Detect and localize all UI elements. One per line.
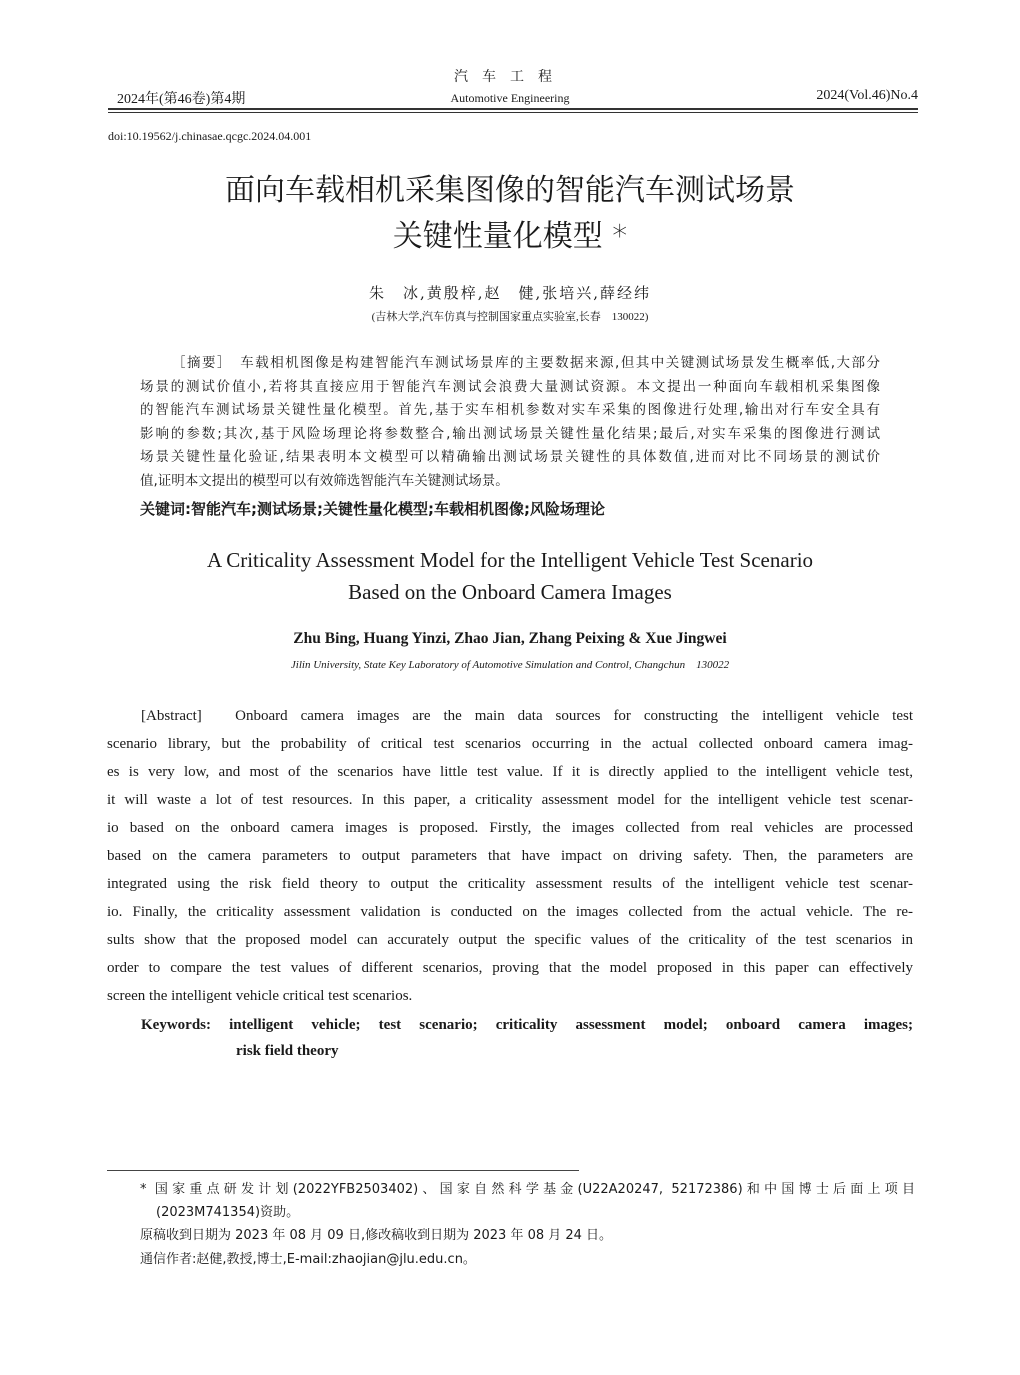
abstract-en-line: screen the intelligent vehicle critical test scenarios. xyxy=(107,988,413,1004)
issue-cn: 2024年(第46卷)第4期 xyxy=(117,92,246,107)
affiliation-cn: (吉林大学,汽车仿真与控制国家重点实验室,长春 130022) xyxy=(371,311,649,323)
abstract-en-line: it will waste a lot of test resources. In this paper, a criticality assessment model for the intelligent vehicle test scenar- xyxy=(107,792,913,808)
abstract-en-line: [Abstract] Onboard camera images are the main data sources for constructing the intelligent vehicle test xyxy=(141,708,913,724)
abstract-en-line: integrated using the risk field theory to output the criticality assessment results of the intelligent vehicle test scenar- xyxy=(107,876,913,892)
title-cn-line: 面向车载相机采集图像的智能汽车测试场景 xyxy=(225,173,795,208)
abstract-cn xyxy=(140,352,880,493)
keywords-en-line: risk field theory xyxy=(236,1043,339,1059)
abstract-cn-line: 场景关键性量化验证,结果表明本文模型可以精确输出测试场景关键性的具体数值,进而对比不同场景的测试价 xyxy=(140,449,880,465)
footnote-funding-line: * 国家重点研发计划(2022YFB2503402)、国家自然科学基金(U22A20247, 52172386)和中国博士后面上项目 xyxy=(140,1182,915,1197)
abstract-en-line: order to compare the test values of different scenarios, proving that the model proposed in this paper can effectively xyxy=(107,960,913,976)
abstract-cn-line: 的智能汽车测试场景关键性量化模型。首先,基于实车相机参数对实车采集的图像进行处理,输出对行车安全具有 xyxy=(140,402,880,418)
title-cn-line: 关键性量化模型 * xyxy=(392,219,628,254)
keywords-cn: 关键词:智能汽车;测试场景;关键性量化模型;车载相机图像;风险场理论 xyxy=(140,500,605,518)
journal-name-cn: 汽车工程 xyxy=(454,70,566,85)
keywords-en-line: Keywords: intelligent vehicle; test scenario; criticality assessment model; onboard camera images; xyxy=(141,1017,913,1033)
abstract-cn-line: 值,证明本文提出的模型可以有效筛选智能汽车关键测试场景。 xyxy=(140,472,509,489)
header-rule xyxy=(108,108,918,110)
abstract-cn-line: 场景的测试价值小,若将其直接应用于智能汽车测试会浪费大量测试资源。本文提出一种面向车载相机采集图像 xyxy=(140,378,880,395)
title-en-line: A Criticality Assessment Model for the Intelligent Vehicle Test Scenario xyxy=(206,548,814,572)
abstract-en-line: based on the camera parameters to output parameters that have impact on driving safety. Then, the parameters are xyxy=(107,848,913,864)
footnote-correspondence: 通信作者:赵健,教授,博士,E-mail:zhaojian@jlu.edu.cn。 xyxy=(140,1252,476,1267)
header-rule-thin xyxy=(108,112,918,113)
abstract-en xyxy=(107,702,913,1010)
abstract-en-line: io based on the onboard camera images is proposed. Firstly, the images collected from real vehicles are processed xyxy=(107,820,913,836)
abstract-en-line: scenario library, but the probability of critical test scenarios occurring in the actual collected onboard camera imag- xyxy=(107,736,913,752)
authors-en: Zhu Bing, Huang Yinzi, Zhao Jian, Zhang Peixing & Xue Jingwei xyxy=(293,630,727,647)
abstract-en-line: sults show that the proposed model can accurately output the specific values of the criticality of the test scenarios in xyxy=(107,932,913,948)
title-en-line: Based on the Onboard Camera Images xyxy=(348,580,672,604)
abstract-cn-line: ［摘要］ 车载相机图像是构建智能汽车测试场景库的主要数据来源,但其中关键测试场景发生概率低,大部分 xyxy=(172,355,880,371)
title-en xyxy=(0,544,1020,608)
footnote-received: 原稿收到日期为 2023 年 08 月 09 日,修改稿收到日期为 2023 年 08 月 24 日。 xyxy=(140,1228,613,1243)
authors-cn: 朱 冰,黄殷梓,赵 健,张培兴,薛经纬 xyxy=(368,284,652,302)
abstract-cn-line: 影响的参数;其次,基于风险场理论将参数整合,输出测试场景关键性量化结果;最后,对实车采集的图像进行测试 xyxy=(140,425,880,442)
footnote-rule xyxy=(107,1170,579,1171)
footnote-funding xyxy=(140,1178,915,1224)
keywords-en xyxy=(141,1012,913,1064)
doi: doi:10.19562/j.chinasae.qcgc.2024.04.001 xyxy=(108,129,312,143)
journal-name-en: Automotive Engineering xyxy=(450,91,570,105)
affiliation-en: Jilin University, State Key Laboratory of Automotive Simulation and Control, Changchun 130022 xyxy=(290,659,730,671)
abstract-en-line: io. Finally, the criticality assessment validation is conducted on the images collected from the actual vehicle. The re- xyxy=(107,904,913,920)
footnote-funding-line: (2023M741354)资助。 xyxy=(156,1205,300,1220)
title-cn xyxy=(0,168,1020,260)
issue-en: 2024(Vol.46)No.4 xyxy=(816,88,918,103)
abstract-en-line: es is very low, and most of the scenarios have little test value. If it is directly applied to the intelligent vehicle test, xyxy=(107,764,913,780)
